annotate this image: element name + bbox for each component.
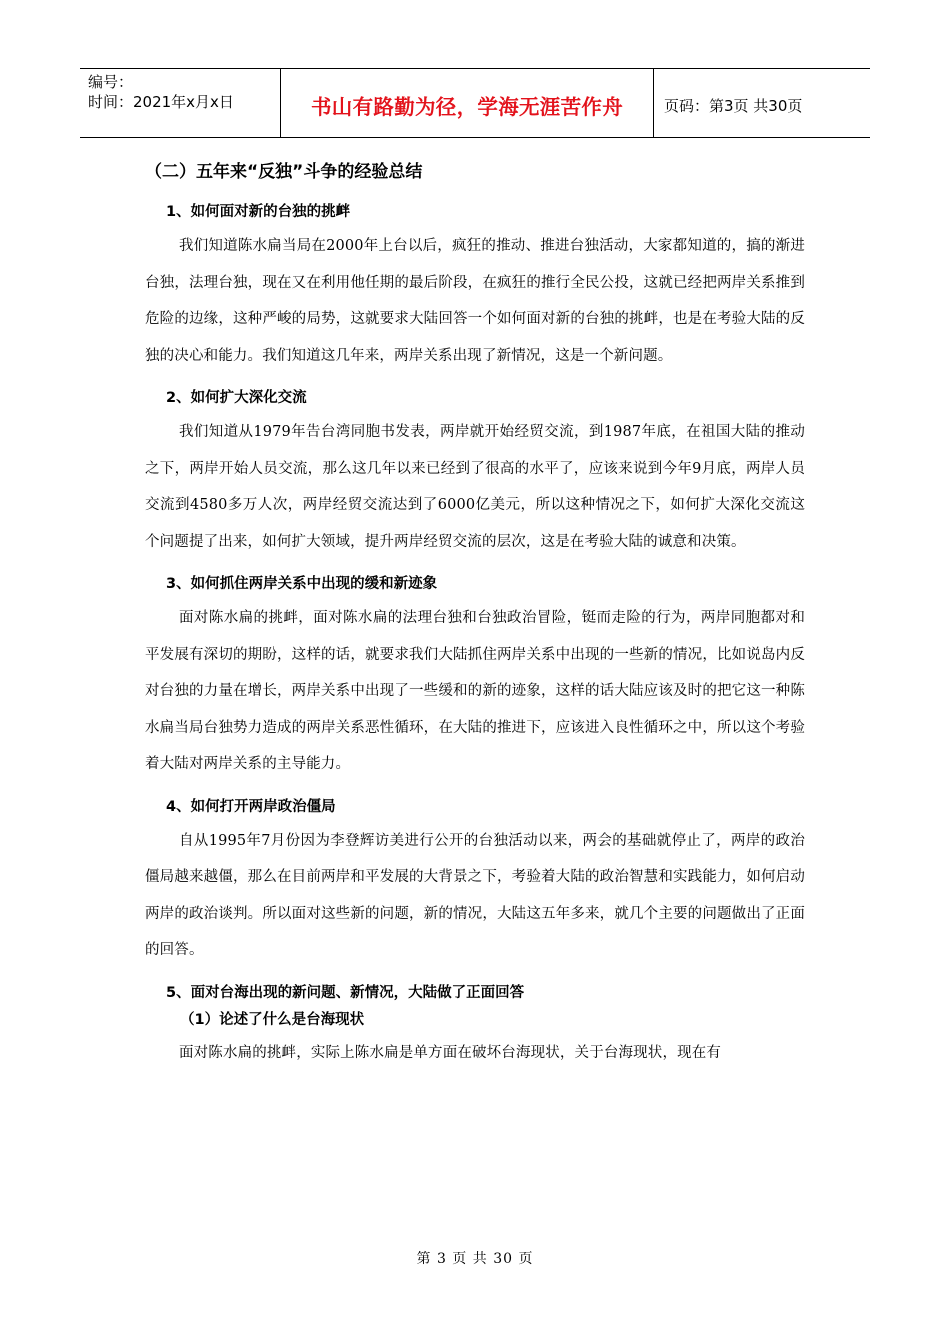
page-footer: 第 3 页 共 30 页 <box>416 1251 534 1267</box>
sub-item-heading: （1）论述了什么是台海现状 <box>180 1011 365 1028</box>
item-heading: 3、如何抓住两岸关系中出现的缓和新迹象 <box>166 576 438 592</box>
item-heading: 4、如何打开两岸政治僵局 <box>166 798 336 815</box>
item-heading: 2、如何扩大深化交流 <box>166 390 307 406</box>
item-heading: 5、面对台海出现的新问题、新情况，大陆做了正面回答 <box>166 984 525 1001</box>
sub-item-paragraph: 面对陈水扁的挑衅，实际上陈水扁是单方面在破坏台海现状，关于台海现状，现在有 <box>179 1044 722 1061</box>
document-date: 时间：2021年x月x日 <box>88 93 234 111</box>
header-meta <box>80 69 280 137</box>
document-number-label: 编号： <box>88 73 134 91</box>
item-paragraph: 自从1995年7月份因为李登辉访美进行公开的台独活动以来，两会的基础就停止了，两岸的政治僵局越来越僵，那么在目前两岸和平发展的大背景之下，考验着大陆的政治智慧和实践能力，如何启动两岸的政治谈判。所以面对这些新的问题，新的情况，大陆这五年多来，就几个主要的问题做出了正面的回答。 <box>145 832 805 958</box>
item-paragraph: 我们知道从1979年告台湾同胞书发表，两岸就开始经贸交流，到1987年底，在祖国大陆的推动之下，两岸开始人员交流，那么这几年以来已经到了很高的水平了，应该来说到今年9月底，两岸人员交流到4580多万人次，两岸经贸交流达到了6000亿美元，所以这种情况之下，如何扩大深化交流这个问题提了出来，如何扩大领域，提升两岸经贸交流的层次，这是在考验大陆的诚意和决策。 <box>145 424 805 550</box>
header-page-code: 页码：第3页 共30页 <box>664 96 803 115</box>
page-header <box>80 68 870 138</box>
item-paragraph: 我们知道陈水扁当局在2000年上台以后，疯狂的推动、推进台独活动，大家都知道的，搞的渐进台独，法理台独，现在又在利用他任期的最后阶段，在疯狂的推行全民公投，这就已经把两岸关系推到危险的边缘，这种严峻的局势，这就要求大陆回答一个如何面对新的台独的挑衅，也是在考验大陆的反独的决心和能力。我们知道这几年来，两岸关系出现了新情况，这是一个新问题。 <box>145 238 805 364</box>
section-title: （二）五年来“反独”斗争的经验总结 <box>145 162 423 182</box>
item-heading: 1、如何面对新的台独的挑衅 <box>166 204 351 220</box>
document-body <box>145 158 805 1071</box>
item-paragraph: 面对陈水扁的挑衅，面对陈水扁的法理台独和台独政治冒险，铤而走险的行为，两岸同胞都对和平发展有深切的期盼，这样的话，就要求我们大陆抓住两岸关系中出现的一些新的情况，比如说岛内反对台独的力量在增长，两岸关系中出现了一些缓和的新的迹象，这样的话大陆应该及时的把它这一种陈水扁当局台独势力造成的两岸关系恶性循环，在大陆的推进下，应该进入良性循环之中，所以这个考验着大陆对两岸关系的主导能力。 <box>145 610 805 772</box>
header-motto: 书山有路勤为径，学海无涯苦作舟 <box>280 69 654 137</box>
